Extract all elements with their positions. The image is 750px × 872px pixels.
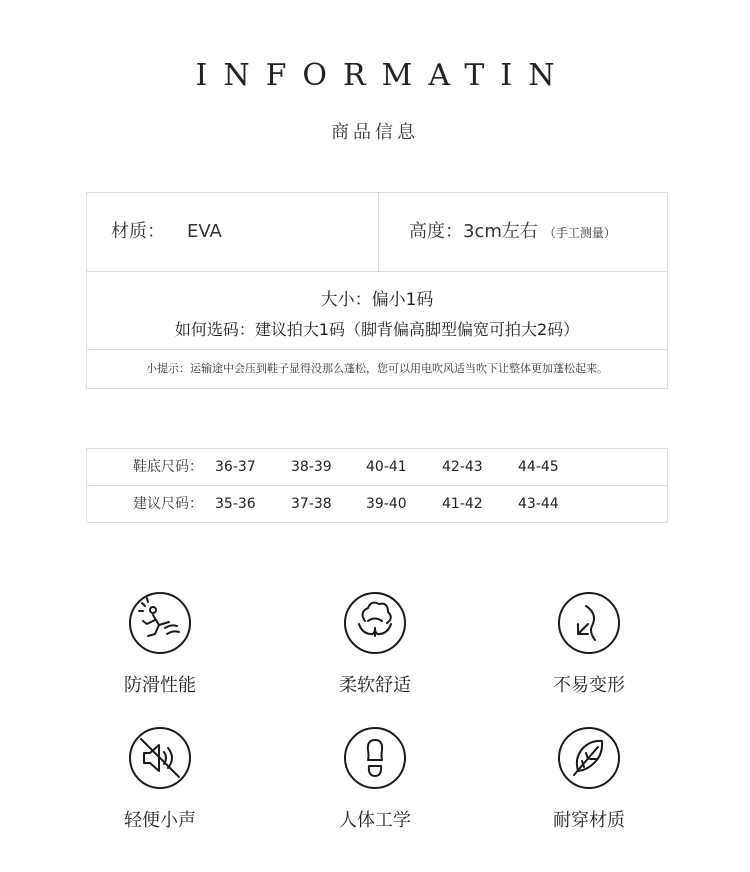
height-cell — [409, 193, 616, 271]
size-chart — [86, 448, 668, 522]
cell-divider — [378, 193, 379, 271]
material-label: 材质： — [111, 221, 165, 242]
feature-label: 柔软舒适 — [339, 675, 411, 696]
size-cell: 40-41 — [366, 459, 407, 475]
tip-text: 小提示：运输途中会压到鞋子显得没那么蓬松，您可以用电吹风适当吹下让整体更加蓬松起来。 — [146, 362, 608, 375]
feature-label: 人体工学 — [339, 810, 411, 831]
size-cell: 43-44 — [518, 496, 559, 512]
height-label: 高度：3cm左右 — [409, 221, 538, 242]
size-line: 大小：偏小1码 — [320, 290, 434, 310]
feature-label: 防滑性能 — [124, 675, 196, 696]
size-cell: 42-43 — [442, 459, 483, 475]
size-row-suggested — [87, 486, 667, 523]
feature-durable — [509, 727, 669, 832]
size-cell: 36-37 — [215, 459, 256, 475]
feature-no-deform — [509, 592, 669, 697]
leaf-icon — [558, 727, 620, 789]
size-cell: 38-39 — [291, 459, 332, 475]
feature-anti-slip — [80, 592, 240, 697]
size-cell: 44-45 — [518, 459, 559, 475]
feature-soft — [295, 592, 455, 697]
info-row-size — [87, 271, 667, 350]
size-cell: 37-38 — [291, 496, 332, 512]
size-row-sole — [87, 449, 667, 486]
feature-ergonomic — [295, 727, 455, 832]
feature-label: 不易变形 — [553, 675, 625, 696]
feature-label: 轻便小声 — [124, 810, 196, 831]
material-cell — [111, 193, 222, 271]
size-cell: 39-40 — [366, 496, 407, 512]
info-row-material-height — [87, 193, 667, 272]
footprint-icon — [344, 727, 406, 789]
page-title: INFORMATIN — [195, 58, 571, 93]
product-info-table — [86, 192, 668, 389]
feature-label: 耐穿材质 — [553, 810, 625, 831]
anti-slip-icon — [129, 592, 191, 654]
cotton-icon — [344, 592, 406, 654]
size-cell: 41-42 — [442, 496, 483, 512]
advice-line: 如何选码：建议拍大1码（脚背偏高脚型偏宽可拍大2码） — [174, 320, 580, 339]
size-row-label: 建议尺码： — [133, 496, 203, 512]
mute-icon — [129, 727, 191, 789]
size-cell: 35-36 — [215, 496, 256, 512]
feature-quiet — [80, 727, 240, 832]
page-subtitle: 商品信息 — [331, 122, 419, 143]
height-note: （手工测量） — [543, 226, 616, 240]
no-deform-icon — [558, 592, 620, 654]
size-row-label: 鞋底尺码： — [133, 459, 203, 475]
material-value: EVA — [187, 221, 222, 242]
